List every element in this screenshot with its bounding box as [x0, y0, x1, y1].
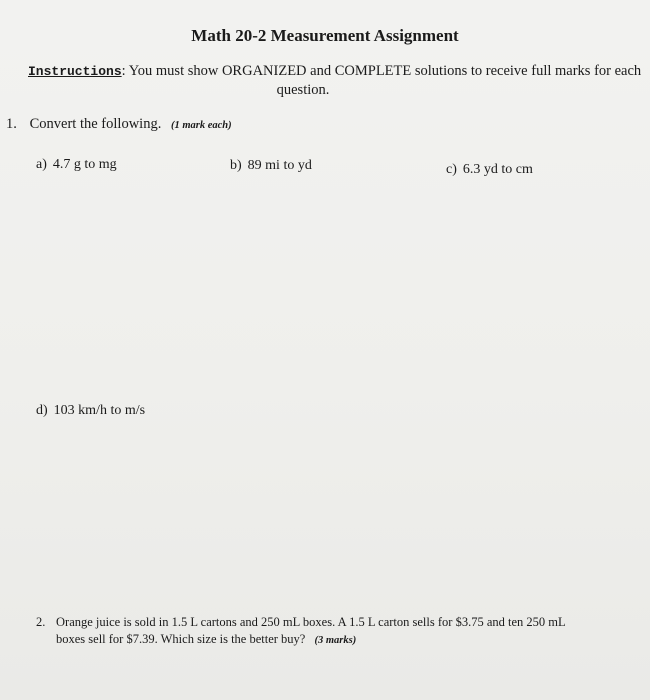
part-label: b) — [230, 158, 242, 173]
question-1-number: 1. — [6, 116, 17, 132]
question-1 — [6, 116, 232, 133]
instructions-text-line1: You must show ORGANIZED and COMPLETE solutions to receive full marks for each — [128, 63, 642, 79]
question-2-marks: (3 marks) — [314, 635, 357, 646]
question-2 — [36, 614, 636, 649]
instructions-label: Instructions — [28, 64, 122, 79]
part-text: 103 km/h to m/s — [53, 403, 146, 418]
part-label: c) — [446, 162, 457, 177]
question-1-part-d — [36, 403, 145, 419]
question-2-line2: boxes sell for $7.39. Which size is the better buy? — [56, 632, 306, 646]
question-2-line1: Orange juice is sold in 1.5 L cartons and 250 mL boxes. A 1.5 L carton sells for $3.75 and ten 250 mL — [56, 615, 566, 629]
question-2-number: 2. — [36, 615, 46, 629]
part-text: 6.3 yd to cm — [462, 162, 533, 177]
question-1-marks: (1 mark each) — [170, 120, 232, 131]
question-1-part-b — [230, 158, 312, 174]
part-label: d) — [36, 403, 48, 418]
page-title: Math 20-2 Measurement Assignment — [191, 26, 459, 45]
question-1-part-a — [36, 157, 117, 173]
part-text: 4.7 g to mg — [52, 157, 117, 172]
question-1-part-c — [446, 162, 533, 178]
part-label: a) — [36, 157, 47, 172]
question-2-body — [56, 614, 636, 649]
question-1-prompt: Convert the following. — [29, 116, 162, 132]
instructions — [28, 62, 648, 100]
instructions-text-line2: question. — [276, 82, 330, 98]
instructions-colon: : — [121, 63, 126, 79]
part-text: 89 mi to yd — [247, 158, 312, 173]
